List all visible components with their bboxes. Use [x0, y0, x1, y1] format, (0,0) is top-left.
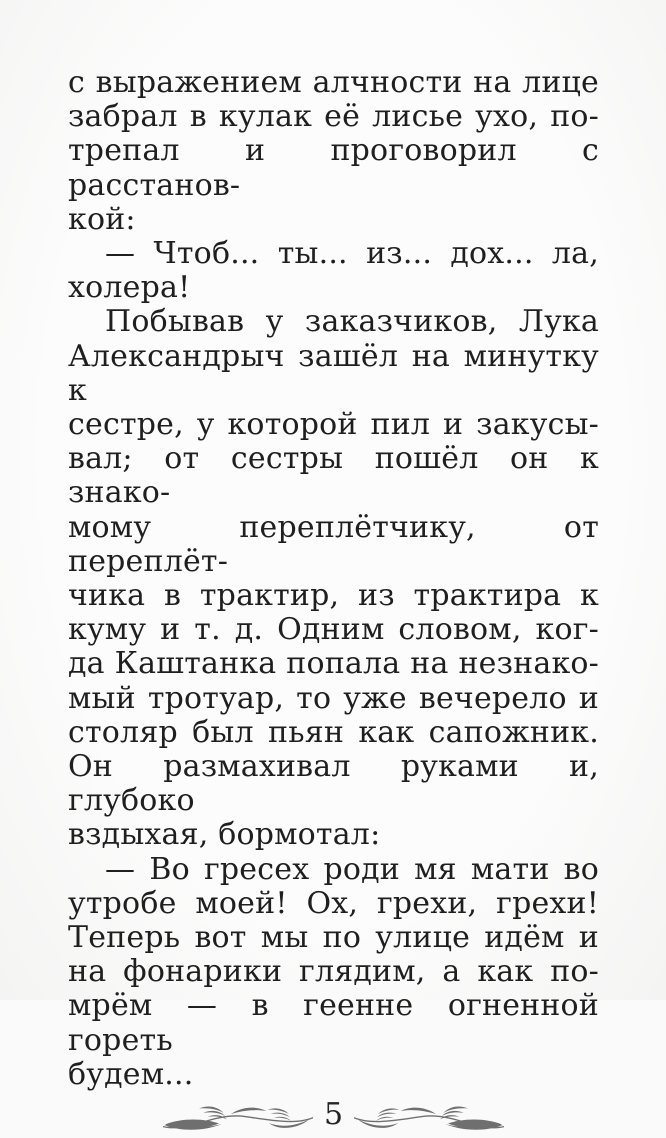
text-line: Александрыч зашёл на минутку к — [68, 338, 599, 408]
text-line: — Чтоб... ты... из... дох... ла, — [105, 236, 599, 272]
footer-ornament-right-icon — [353, 1101, 505, 1135]
text-line: Он размахивал руками и, глубоко — [68, 749, 599, 819]
paragraph — [68, 853, 599, 1092]
paragraph — [68, 305, 599, 852]
paragraph — [68, 237, 599, 305]
text-line: утробе моей! Ох, грехи, грехи! — [68, 885, 599, 921]
text-line: мый тротуар, то уже вечерело и — [68, 680, 599, 716]
text-line: Побывав у заказчиков, Лука — [105, 304, 599, 340]
text-line: вал; от сестры пошёл он к знако- — [68, 441, 599, 511]
text-line: трепал и проговорил с расстанов- — [68, 133, 599, 203]
text-line: кой: — [68, 201, 136, 237]
story-text — [68, 66, 599, 1092]
text-line: сестре, у которой пил и закусы- — [68, 407, 599, 443]
text-line: забрал в кулак её лисье ухо, по- — [68, 99, 599, 135]
text-line: вздыхая, бормотал: — [68, 817, 381, 853]
page-footer — [68, 1098, 599, 1138]
text-line: будем... — [68, 1056, 194, 1092]
text-line: чика в трактир, из трактира к — [68, 578, 599, 614]
text-line: мрём — в геенне огненной гореть — [68, 988, 599, 1058]
text-line: холера! — [68, 270, 191, 306]
text-line: с выражением алчности на лице — [68, 65, 599, 100]
page-number: 5 — [323, 1097, 344, 1133]
paragraph — [68, 66, 599, 237]
text-line: мому переплётчику, от переплёт- — [68, 509, 599, 579]
text-line: да Каштанка попала на незнако- — [68, 646, 599, 682]
text-line: столяр был пьян как сапожник. — [68, 714, 599, 750]
footer-ornament-left-icon — [162, 1101, 314, 1135]
text-line: куму и т. д. Одним словом, ког- — [68, 612, 599, 648]
text-line: Теперь вот мы по улице идём и — [68, 920, 599, 956]
text-line: на фонарики глядим, а как по- — [68, 954, 599, 990]
text-line: — Во гресех роди мя мати во — [105, 851, 599, 887]
